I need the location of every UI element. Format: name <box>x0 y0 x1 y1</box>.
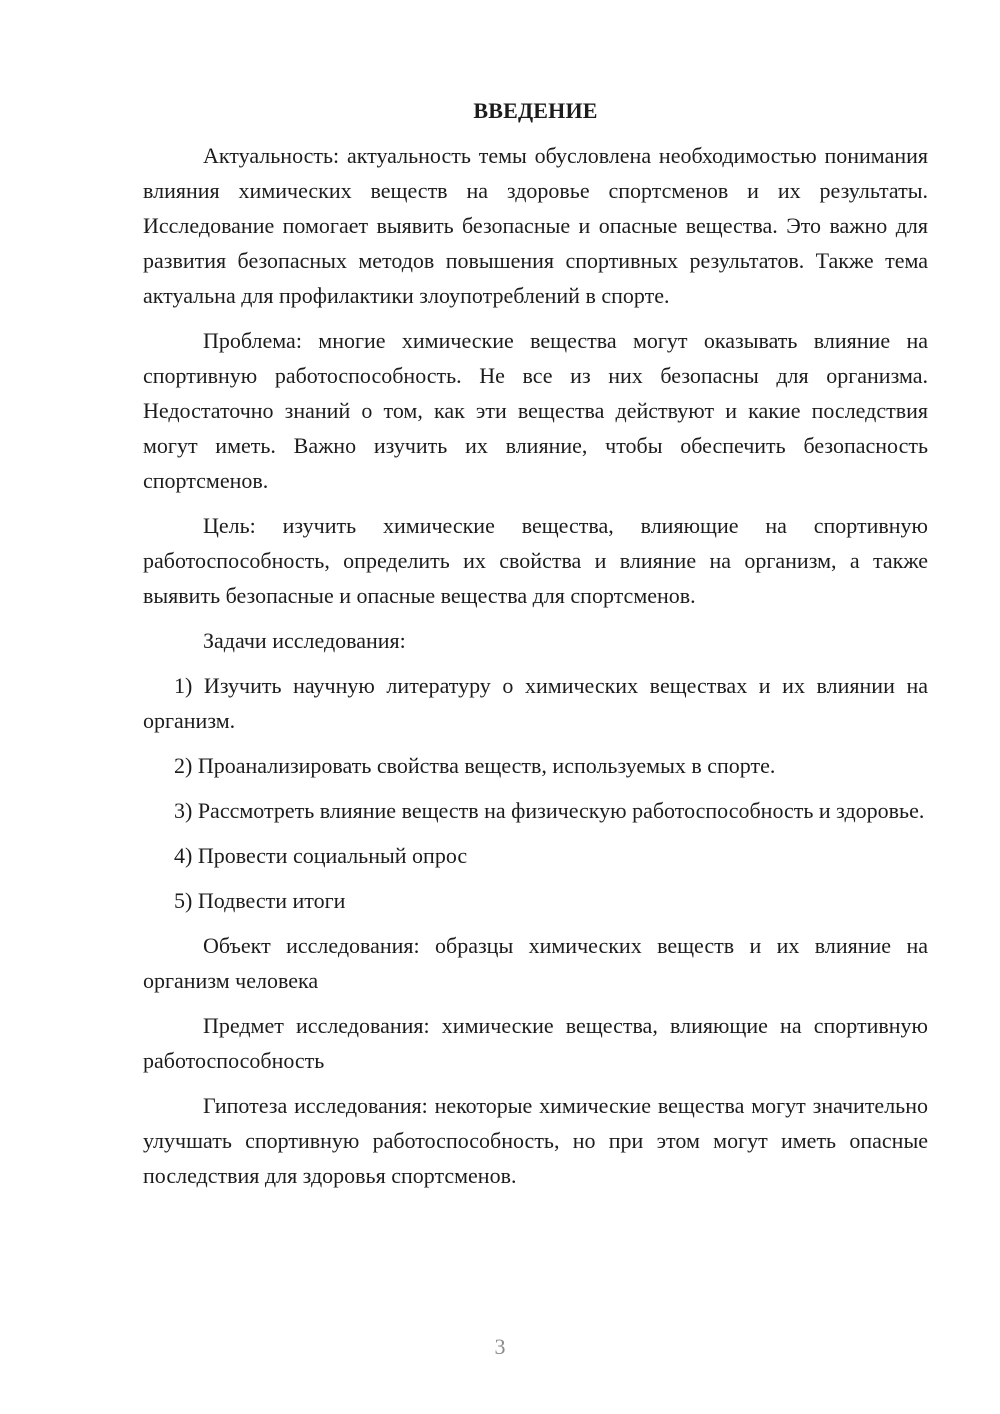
task-item-2: 2) Проанализировать свойства веществ, используемых в спорте. <box>174 753 776 778</box>
page-title: ВВЕДЕНИЕ <box>473 98 598 123</box>
task-item-5: 5) Подвести итоги <box>174 888 346 913</box>
goal-paragraph: Цель: изучить химические вещества, влияющие на спортивную работоспособность, определить их свойства и влияние на организм, а также выявить безопасные и опасные вещества для спортсменов. <box>143 513 928 608</box>
hypothesis-paragraph: Гипотеза исследования: некоторые химические вещества могут значительно улучшать спортивную работоспособность, но при этом могут иметь опасные последствия для здоровья спортсменов. <box>143 1093 928 1188</box>
subject-paragraph: Предмет исследования: химические вещества, влияющие на спортивную работоспособность <box>143 1013 928 1073</box>
relevance-paragraph: Актуальность: актуальность темы обусловлена необходимостью понимания влияния химических веществ на здоровье спортсменов и их результаты. Исследование помогает выявить безопасные и опасные вещества. Это важно для развития безопасных методов повышения спортивных результатов. Также тема актуальна для профилактики злоупотреблений в спорте. <box>143 143 928 308</box>
task-item-4: 4) Провести социальный опрос <box>174 843 468 868</box>
task-item-3: 3) Рассмотреть влияние веществ на физическую работоспособность и здоровье. <box>174 798 925 823</box>
document-page <box>143 96 928 1203</box>
page-number: 3 <box>494 1334 506 1359</box>
tasks-heading: Задачи исследования: <box>203 628 406 653</box>
task-item-1: 1) Изучить научную литературу о химических веществах и их влиянии на организм. <box>143 673 928 733</box>
problem-paragraph: Проблема: многие химические вещества могут оказывать влияние на спортивную работоспособность. Не все из них безопасны для организма. Недостаточно знаний о том, как эти вещества действуют и какие последствия могут иметь. Важно изучить их влияние, чтобы обеспечить безопасность спортсменов. <box>143 328 928 493</box>
object-paragraph: Объект исследования: образцы химических веществ и их влияние на организм человека <box>143 933 928 993</box>
